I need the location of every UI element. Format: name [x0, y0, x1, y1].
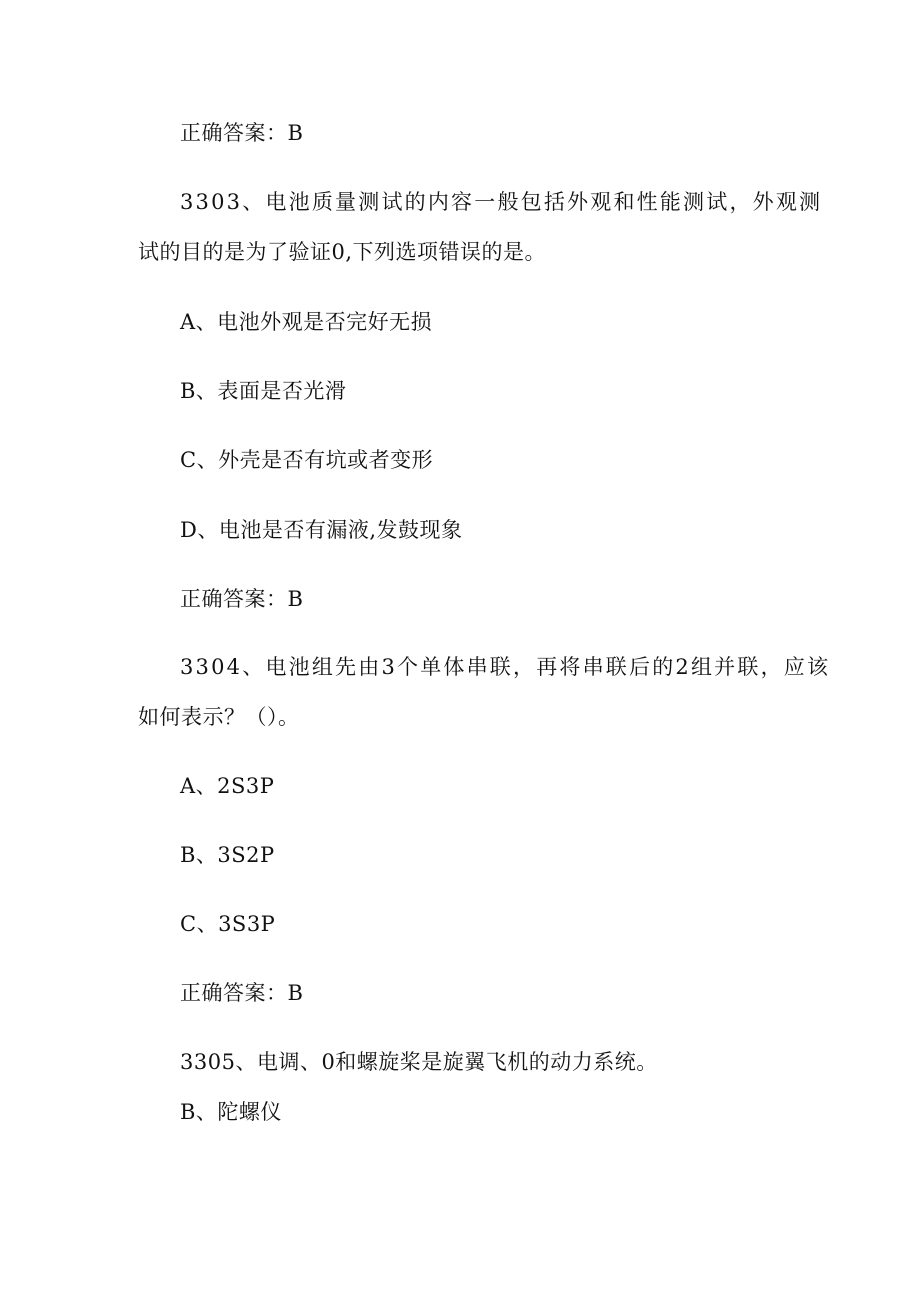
question-3303-option-b: B、表面是否光滑: [180, 379, 347, 403]
question-3305-option-b: B、陀螺仪: [180, 1100, 282, 1124]
question-3303-option-a: A、电池外观是否完好无损: [180, 310, 433, 334]
question-3303-option-c: C、外壳是否有坑或者变形: [180, 448, 434, 472]
question-3304-text-line-1: 3304、电池组先由3个单体串联，再将串联后的2组并联，应该: [180, 655, 831, 679]
question-3304-option-b: B、3S2P: [180, 843, 275, 867]
question-3303-text-line-1: 3303、电池质量测试的内容一般包括外观和性能测试，外观测: [180, 190, 823, 214]
question-3303-option-d: D、电池是否有漏液,发鼓现象: [180, 518, 463, 542]
question-3305-text-line-1: 3305、电调、0和螺旋桨是旋翼飞机的动力系统。: [180, 1050, 658, 1074]
question-3303-text-line-2: 试的目的是为了验证0,下列选项错误的是。: [138, 240, 547, 264]
question-3304-text-line-2: 如何表示？（）。: [138, 705, 300, 729]
question-3304-answer: 正确答案：B: [180, 981, 304, 1005]
question-3303-answer: 正确答案：B: [180, 587, 304, 611]
question-3304-option-c: C、3S3P: [180, 912, 276, 936]
answer-line: 正确答案：B: [180, 121, 304, 145]
question-3304-option-a: A、2S3P: [180, 774, 275, 798]
